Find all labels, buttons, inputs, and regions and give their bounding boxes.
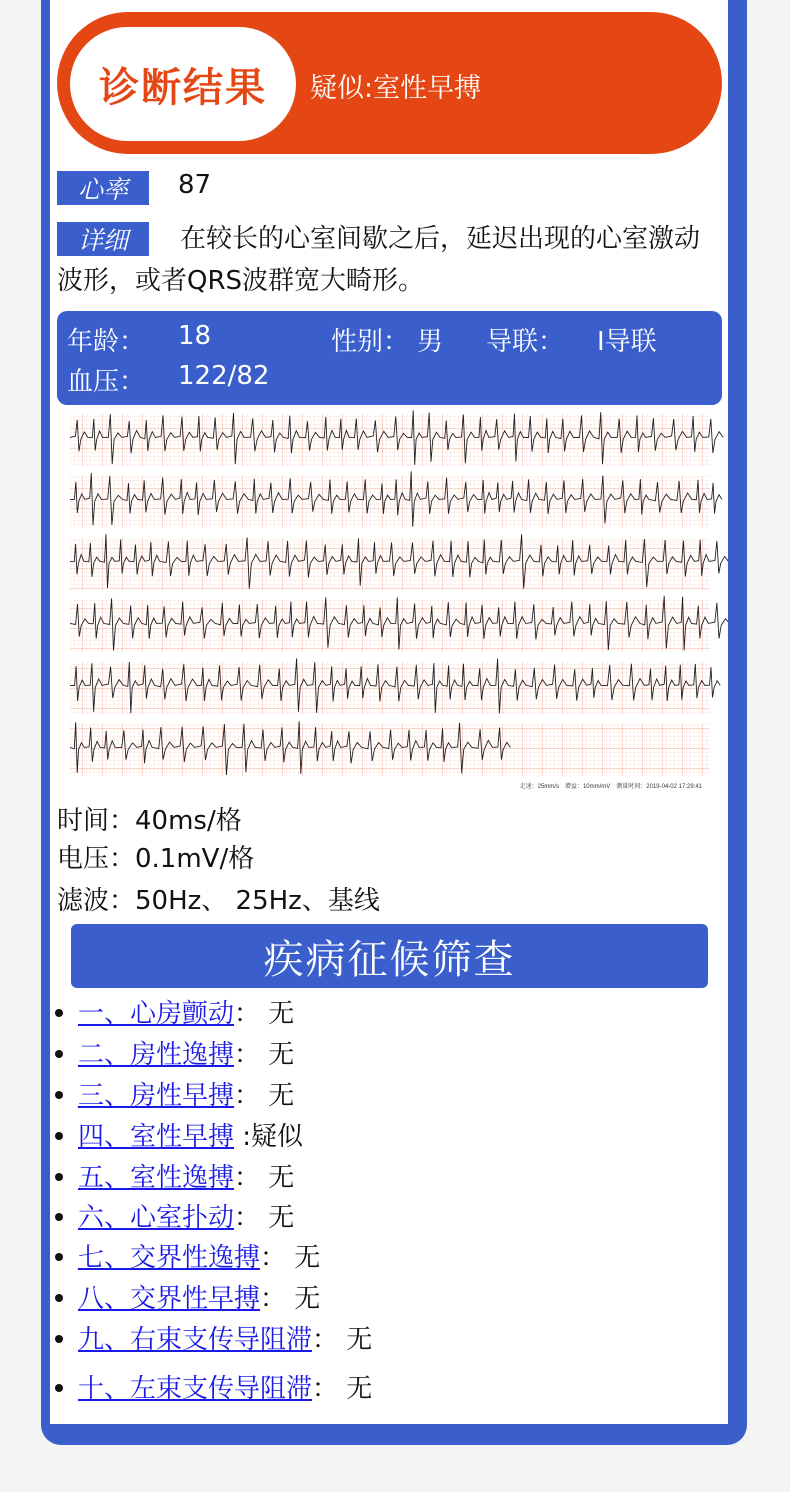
ecg-image	[62, 408, 728, 800]
screening-result: 无	[294, 1243, 321, 1273]
detail-text: 在较长的心室间歇之后，延迟出现的心室激动波形，或者QRS波群宽大畸形。	[57, 224, 701, 296]
lead-label: 导联：	[486, 327, 565, 357]
ecg-footer: 走速：25mm/s 增益：10mm/mV 测量时间：2019-04-02 17:29:41	[519, 784, 702, 790]
time-scale: 时间：40ms/格	[57, 806, 242, 836]
screening-result: 无	[268, 1040, 295, 1070]
filter-info: 滤波：50Hz、 25Hz、基线	[57, 886, 380, 916]
bullet-icon	[55, 1213, 63, 1221]
detail-label: 详细	[57, 222, 149, 256]
screening-link[interactable]: 四、室性早搏	[78, 1122, 235, 1152]
screening-result: 无	[268, 1081, 295, 1111]
ecg-strip	[70, 600, 710, 652]
screening-link[interactable]: 一、心房颤动	[78, 999, 235, 1029]
screening-result: 无	[268, 1163, 295, 1193]
screening-separator: ：	[234, 1163, 269, 1193]
diagnosis-result: 疑似:室性早搏	[310, 73, 482, 104]
bullet-icon	[55, 1050, 63, 1058]
screening-item	[50, 1369, 372, 1409]
voltage-scale: 电压：0.1mV/格	[57, 844, 255, 874]
bullet-icon	[55, 1384, 63, 1392]
bullet-icon	[55, 1173, 63, 1181]
screening-item	[50, 1158, 294, 1198]
screening-separator: ：	[260, 1243, 295, 1273]
screening-result: 无	[268, 999, 295, 1029]
screening-item	[50, 1279, 320, 1319]
screening-item	[50, 1320, 372, 1360]
screening-item	[50, 994, 294, 1034]
screening-result: 无	[294, 1284, 321, 1314]
ecg-strip	[70, 414, 710, 466]
screening-separator: ：	[260, 1284, 295, 1314]
screening-link[interactable]: 二、房性逸搏	[78, 1040, 235, 1070]
screening-separator: ：	[312, 1325, 347, 1355]
screening-item	[50, 1238, 320, 1278]
bullet-icon	[55, 1335, 63, 1343]
screening-item	[50, 1198, 294, 1238]
heart-rate-value: 87	[178, 170, 212, 200]
screening-separator: ：	[234, 1040, 269, 1070]
bullet-icon	[55, 1253, 63, 1261]
screening-link[interactable]: 九、右束支传导阻滞	[78, 1325, 313, 1355]
screening-result: 无	[346, 1374, 373, 1404]
screening-result: 无	[346, 1325, 373, 1355]
screening-link[interactable]: 五、室性逸搏	[78, 1163, 235, 1193]
age-value: 18	[178, 321, 212, 351]
screening-item	[50, 1076, 294, 1116]
screening-item	[50, 1035, 294, 1075]
screening-link[interactable]: 三、房性早搏	[78, 1081, 235, 1111]
screening-separator: :	[234, 1122, 252, 1152]
screening-separator: ：	[234, 1203, 269, 1233]
screening-separator: ：	[312, 1374, 347, 1404]
age-label: 年龄：	[67, 327, 146, 357]
bp-label: 血压：	[67, 367, 146, 397]
gender-value: 男	[417, 327, 444, 357]
bullet-icon	[55, 1132, 63, 1140]
screening-result: 无	[268, 1203, 295, 1233]
diagnosis-badge: 诊断结果	[70, 27, 296, 141]
screening-title: 疾病征候筛查	[71, 924, 708, 988]
bullet-icon	[55, 1009, 63, 1017]
screening-link[interactable]: 十、左束支传导阻滞	[78, 1374, 313, 1404]
patient-info	[57, 311, 722, 405]
screening-separator: ：	[234, 999, 269, 1029]
screening-link[interactable]: 六、心室扑动	[78, 1203, 235, 1233]
heart-rate-label: 心率	[57, 171, 149, 205]
bp-value: 122/82	[178, 361, 270, 391]
screening-link[interactable]: 八、交界性早搏	[78, 1284, 261, 1314]
screening-link[interactable]: 七、交界性逸搏	[78, 1243, 261, 1273]
ecg-strip	[70, 476, 710, 528]
lead-value: I导联	[597, 327, 657, 357]
screening-separator: ：	[234, 1081, 269, 1111]
bullet-icon	[55, 1091, 63, 1099]
screening-result: 疑似	[251, 1122, 304, 1152]
bullet-icon	[55, 1294, 63, 1302]
gender-label: 性别：	[331, 327, 410, 357]
screening-item	[50, 1117, 303, 1157]
ecg-strip	[70, 538, 710, 590]
